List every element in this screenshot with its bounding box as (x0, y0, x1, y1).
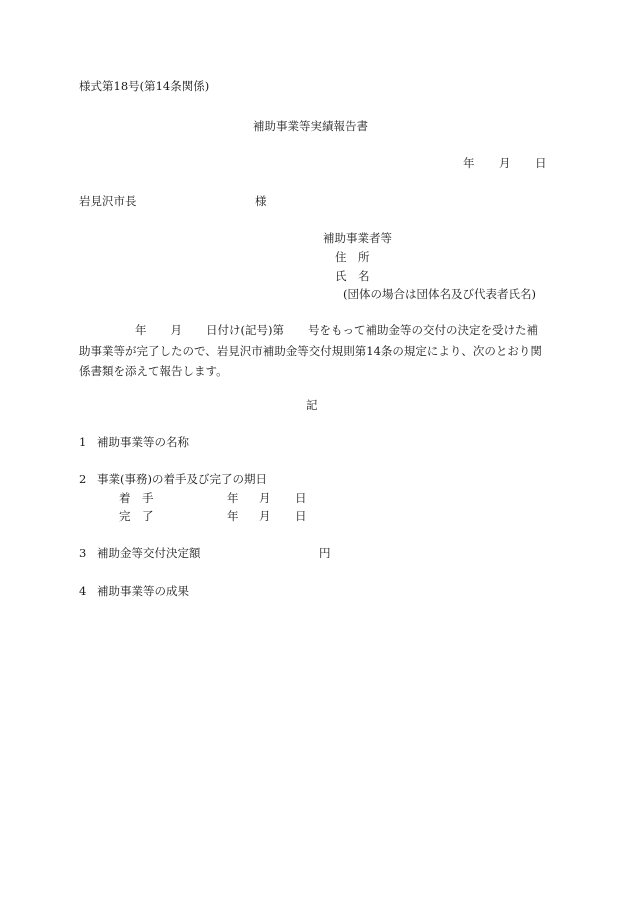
item-4-label: 補助事業等の成果 (97, 584, 189, 598)
start-date-label: 着 手 (119, 491, 154, 505)
start-day-label: 日 (295, 491, 307, 505)
item-3-unit: 円 (319, 546, 331, 560)
item-3-number: 3 (79, 546, 87, 560)
date-year-label: 年 (463, 156, 475, 170)
end-year-label: 年 (227, 509, 239, 523)
item-1-label: 補助事業等の名称 (97, 435, 189, 449)
date-day-label: 日 (535, 156, 547, 170)
document-title: 補助事業等実績報告書 (253, 119, 368, 133)
date-month-label: 月 (499, 156, 511, 170)
item-2-number: 2 (79, 472, 87, 486)
form-number: 様式第18号(第14条関係) (79, 79, 210, 93)
body-text: 号をもって補助金等の交付の決定を受けた補助事業等が完了したので、岩見沢市補助金等交付規則第14条の規定により、次のとおり関係書類を添えて報告します。 (79, 323, 542, 378)
start-month-label: 月 (259, 491, 271, 505)
start-year-label: 年 (227, 491, 239, 505)
body-year-label: 年 (135, 323, 147, 337)
report-body-paragraph (79, 320, 547, 382)
applicant-name-label: 氏 名 (335, 269, 370, 283)
applicant-heading: 補助事業者等 (323, 231, 392, 245)
body-month-label: 月 (170, 323, 182, 337)
recipient-name: 岩見沢市長 (79, 194, 137, 208)
end-day-label: 日 (295, 509, 307, 523)
body-day-prefix: 日付け(記号)第 (206, 323, 284, 337)
end-month-label: 月 (259, 509, 271, 523)
end-date-label: 完 了 (119, 509, 154, 523)
item-1-number: 1 (79, 435, 87, 449)
recipient-honorific: 様 (255, 194, 267, 208)
applicant-address-label: 住 所 (335, 250, 370, 264)
item-3-label: 補助金等交付決定額 (97, 546, 201, 560)
ki-heading: 記 (306, 398, 318, 412)
applicant-note: (団体の場合は団体名及び代表者氏名) (343, 287, 536, 301)
item-2-label: 事業(事務)の着手及び完了の期日 (97, 472, 267, 486)
item-4-number: 4 (79, 584, 87, 598)
